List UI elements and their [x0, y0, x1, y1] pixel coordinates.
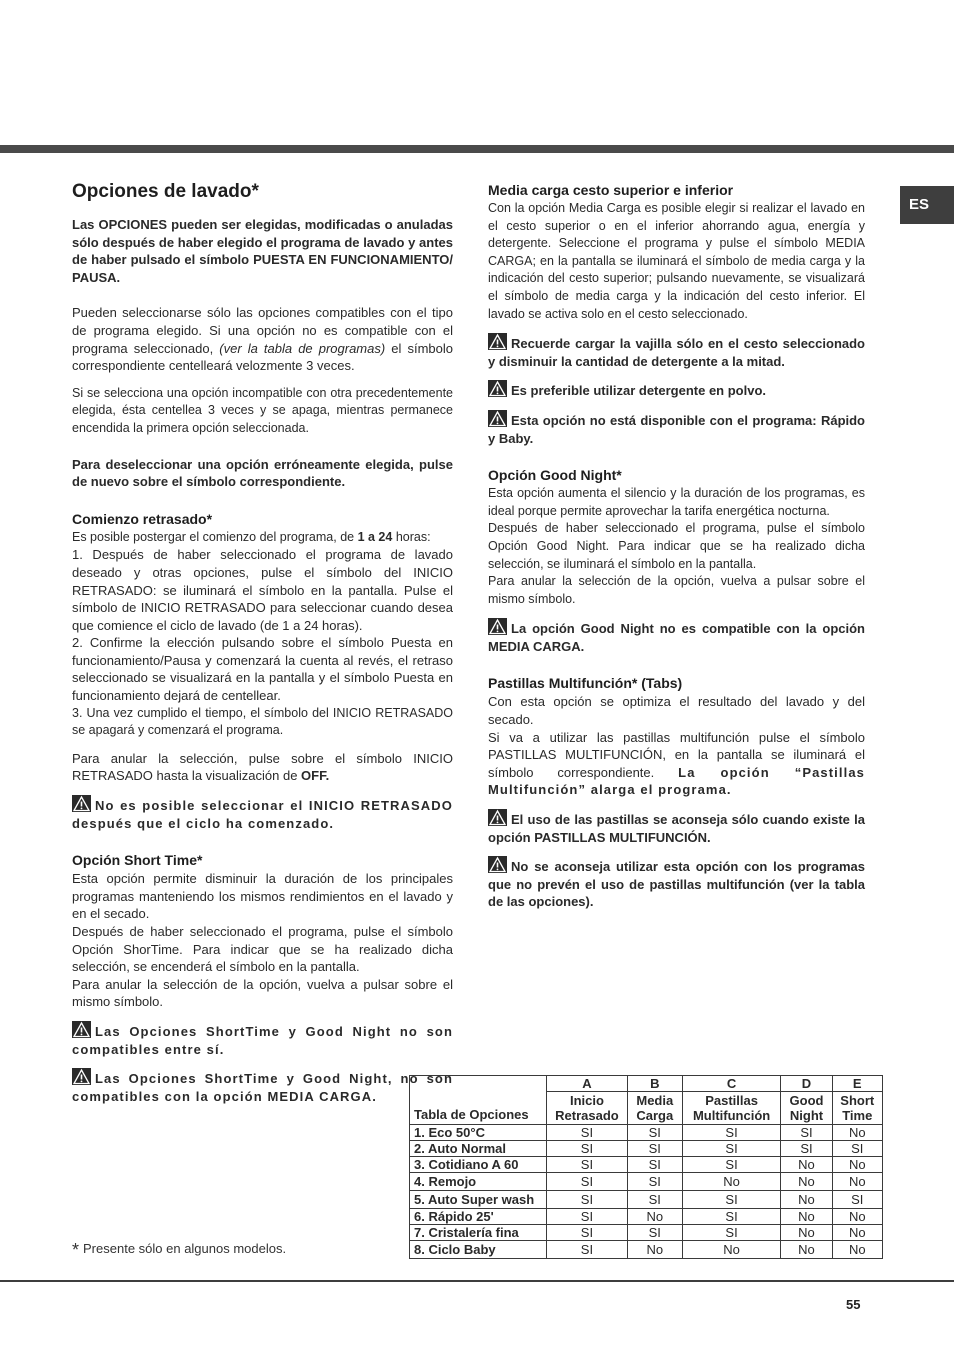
warning-triangle-icon: [488, 380, 507, 397]
option-compat-cell: No: [781, 1225, 832, 1241]
option-compat-cell: SI: [682, 1191, 781, 1209]
option-compat-cell: SI: [682, 1209, 781, 1225]
option-compat-cell: SI: [547, 1225, 628, 1241]
warning-triangle-icon: [72, 1021, 91, 1038]
option-compat-cell: SI: [547, 1141, 628, 1157]
column-header: Good Night: [781, 1092, 832, 1125]
left-column: [72, 180, 453, 1115]
option-compat-cell: No: [781, 1241, 832, 1259]
option-compat-cell: SI: [781, 1125, 832, 1141]
short-time-warning-2: Las Opciones ShortTime y Good Night, no son compatibles con la opción MEDIA CARGA.: [72, 1068, 453, 1105]
option-compat-cell: SI: [682, 1157, 781, 1173]
table-row: [410, 1209, 883, 1225]
short-time-p2: Después de haber seleccionado el programa, pulse el símbolo Opción ShorTime. Para indicar que se ha realizado dicha selección, se encenderá el símbolo en la pantalla.: [72, 924, 453, 975]
option-compat-cell: SI: [627, 1125, 682, 1141]
bottom-rule: [0, 1280, 954, 1282]
warning-triangle-icon: [72, 795, 91, 812]
delay-start-heading: Comienzo retrasado*: [72, 510, 213, 527]
short-time-p1: Esta opción permite disminuir la duración de los principales programas manteniendo los mismos rendimientos en el lavado y en el secado.: [72, 871, 453, 922]
top-header-bar: [0, 145, 954, 153]
option-compat-cell: No: [627, 1209, 682, 1225]
option-compat-cell: No: [627, 1241, 682, 1259]
good-night-p2: Después de haber seleccionado el programa, pulse el símbolo Opción Good Night. Para indicar que se ha realizado dicha selección, se iluminará el símbolo en la pantalla.: [488, 521, 865, 571]
column-header: Media Carga: [627, 1092, 682, 1125]
option-compat-cell: SI: [627, 1157, 682, 1173]
option-compat-cell: SI: [547, 1173, 628, 1191]
option-compat-cell: No: [832, 1173, 882, 1191]
option-compat-cell: SI: [682, 1125, 781, 1141]
half-load-paragraph: Con la opción Media Carga es posible elegir si realizar el lavado en el cesto superior o en el inferior ahorrando agua, energía y detergente. Seleccione el programa y pulse el símbolo MEDIA CARGA; en la pantalla se iluminará el símbolo de media carga y la indicación del cesto superior; pulsando nuevamente, se visualizará el símbolo de media carga y la indicación del cesto inferior. El lavado se activa solo en el cesto seleccionado.: [488, 201, 865, 321]
column-header: Inicio Retrasado: [547, 1092, 628, 1125]
column-header: Short Time: [832, 1092, 882, 1125]
option-compat-cell: SI: [627, 1141, 682, 1157]
option-compat-cell: SI: [547, 1241, 628, 1259]
program-name-cell: 6. Rápido 25': [410, 1209, 547, 1225]
table-corner-label: Tabla de Opciones: [410, 1076, 547, 1125]
table-row: [410, 1191, 883, 1209]
delay-step-3: 3. Una vez cumplido el tiempo, el símbolo del INICIO RETRASADO se apagará y comenzará el programa.: [72, 705, 453, 738]
warning-triangle-icon: [488, 856, 507, 873]
delay-step-1: 1. Después de haber seleccionado el programa de lavado deseado y otras opciones, pulse el símbolo del INICIO RETRASADO: se iluminará el símbolo en la pantalla. Pulse el símbolo de INICIO RETRASADO para seleccionar cuando desea que comience el ciclo de lavado (de 1 a 24 horas).: [72, 547, 453, 633]
option-compat-cell: SI: [832, 1141, 882, 1157]
incompat-paragraph: Si se selecciona una opción incompatible con otra precedentemente elegida, ésta centellea 3 veces y se apaga, mientras permanece encendida la primera opción seleccionada.: [72, 385, 453, 435]
column-letter: A: [547, 1076, 628, 1092]
language-tab: ES: [900, 186, 954, 224]
tabs-warning-1: El uso de las pastillas se aconseja sólo cuando existe la opción PASTILLAS MULTIFUNCIÓN.: [488, 809, 865, 846]
program-name-cell: 5. Auto Super wash: [410, 1191, 547, 1209]
option-compat-cell: No: [682, 1173, 781, 1191]
option-compat-cell: SI: [627, 1225, 682, 1241]
column-letter: E: [832, 1076, 882, 1092]
option-compat-cell: No: [832, 1125, 882, 1141]
option-compat-cell: SI: [547, 1209, 628, 1225]
good-night-heading: Opción Good Night*: [488, 467, 622, 484]
delay-cancel: Para anular la selección, pulse sobre el símbolo INICIO RETRASADO hasta la visualización de OFF.: [72, 750, 453, 784]
table-row: [410, 1157, 883, 1173]
page-number: 55: [846, 1297, 861, 1312]
table-row: [410, 1225, 883, 1241]
program-name-cell: 1. Eco 50°C: [410, 1125, 547, 1141]
footnote: * Presente sólo en algunos modelos.: [72, 1240, 287, 1260]
table-body: [410, 1125, 883, 1259]
delay-intro: Es posible postergar el comienzo del programa, de 1 a 24 horas:: [72, 529, 431, 544]
warning-triangle-icon: [488, 618, 507, 635]
table-row: [410, 1173, 883, 1191]
option-compat-cell: SI: [627, 1191, 682, 1209]
short-time-warning-1: Las Opciones ShortTime y Good Night no son compatibles entre sí.: [72, 1021, 453, 1058]
intro-bold-text: Las OPCIONES pueden ser elegidas, modificadas o anuladas sólo después de haber elegido el programa de lavado y antes de haber pulsado el símbolo PUESTA EN FUNCIONAMIENTO/ PAUSA.: [72, 217, 453, 285]
deselect-paragraph: Para deseleccionar una opción erróneamente elegida, pulse de nuevo sobre el símbolo correspondiente.: [72, 456, 453, 490]
warning-triangle-icon: [488, 333, 507, 350]
option-compat-cell: No: [832, 1157, 882, 1173]
option-compat-cell: SI: [547, 1125, 628, 1141]
short-time-heading: Opción Short Time*: [72, 852, 203, 869]
options-table: [409, 1075, 883, 1259]
program-name-cell: 4. Remojo: [410, 1173, 547, 1191]
table-row: [410, 1141, 883, 1157]
right-column: [488, 180, 865, 921]
option-compat-cell: No: [781, 1191, 832, 1209]
option-compat-cell: No: [832, 1225, 882, 1241]
option-compat-cell: No: [832, 1209, 882, 1225]
program-name-cell: 3. Cotidiano A 60: [410, 1157, 547, 1173]
option-compat-cell: SI: [682, 1225, 781, 1241]
half-load-warning-3: Esta opción no está disponible con el programa: Rápido y Baby.: [488, 410, 865, 447]
column-header: Pastillas Multifunción: [682, 1092, 781, 1125]
program-name-cell: 8. Ciclo Baby: [410, 1241, 547, 1259]
option-compat-cell: SI: [627, 1173, 682, 1191]
option-compat-cell: SI: [682, 1141, 781, 1157]
good-night-warning: La opción Good Night no es compatible con la opción MEDIA CARGA.: [488, 618, 865, 655]
option-compat-cell: No: [781, 1173, 832, 1191]
column-letter: D: [781, 1076, 832, 1092]
compat-paragraph: Pueden seleccionarse sólo las opciones compatibles con el tipo de programa elegido. Si una opción no es compatible con el programa seleccionado, (ver la tabla de programas) el símbolo correspondiente centelleará velozmente 3 veces.: [72, 305, 453, 374]
option-compat-cell: No: [832, 1241, 882, 1259]
option-compat-cell: No: [781, 1157, 832, 1173]
tabs-warning-2: No se aconseja utilizar esta opción con los programas que no prevén el uso de pastillas multifunción (ver la tabla de las opciones).: [488, 856, 865, 911]
half-load-heading: Media carga cesto superior e inferior: [488, 182, 734, 198]
option-compat-cell: No: [682, 1241, 781, 1259]
option-compat-cell: SI: [781, 1141, 832, 1157]
program-name-cell: 7. Cristalería fina: [410, 1225, 547, 1241]
option-compat-cell: SI: [547, 1157, 628, 1173]
tabs-p2: Si va a utilizar las pastillas multifunción pulse el símbolo PASTILLAS MULTIFUNCIÓN, en la pantalla se iluminará el símbolo correspondiente. La opción “Pastillas Multifunción” alarga el programa.: [488, 729, 865, 798]
short-time-p3: Para anular la selección de la opción, vuelva a pulsar sobre el mismo símbolo.: [72, 976, 453, 1010]
section-title-washing-options: Opciones de lavado*: [72, 181, 259, 202]
good-night-p3: Para anular la selección de la opción, vuelva a pulsar sobre el mismo símbolo.: [488, 574, 865, 606]
tabs-p1: Con esta opción se optimiza el resultado del lavado y del secado.: [488, 694, 865, 728]
option-compat-cell: SI: [832, 1191, 882, 1209]
column-letter: C: [682, 1076, 781, 1092]
table-row: [410, 1241, 883, 1259]
delay-step-2: 2. Confirme la elección pulsando sobre el símbolo Puesta en funcionamiento/Pausa y comenzará la cuenta al revés, el retraso seleccionado se visualizará en la pantalla y el símbolo Puesta en funcionamiento dejará de centellear.: [72, 635, 453, 704]
table-letter-row: [410, 1076, 883, 1092]
column-letter: B: [627, 1076, 682, 1092]
program-name-cell: 2. Auto Normal: [410, 1141, 547, 1157]
option-compat-cell: SI: [547, 1191, 628, 1209]
good-night-p1: Esta opción aumenta el silencio y la duración de los programas, es ideal porque permite aprovechar la tarifa energética nocturna.: [488, 486, 865, 518]
warning-triangle-icon: [488, 410, 507, 427]
warning-triangle-icon: [488, 809, 507, 826]
tabs-heading: Pastillas Multifunción* (Tabs): [488, 675, 683, 692]
half-load-warning-1: Recuerde cargar la vajilla sólo en el cesto seleccionado y disminuir la cantidad de detergente a la mitad.: [488, 333, 865, 370]
table-row: [410, 1125, 883, 1141]
delay-warning: No es posible seleccionar el INICIO RETRASADO después que el ciclo ha comenzado.: [72, 795, 453, 832]
warning-triangle-icon: [72, 1068, 91, 1085]
half-load-warning-2: Es preferible utilizar detergente en polvo.: [488, 380, 865, 400]
option-compat-cell: No: [781, 1209, 832, 1225]
